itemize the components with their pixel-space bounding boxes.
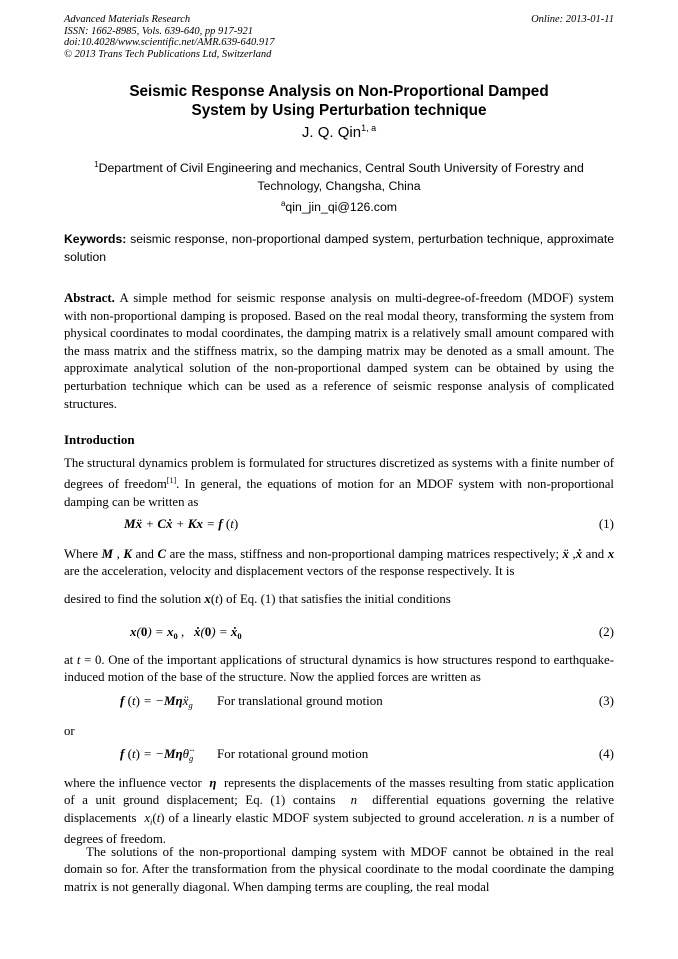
non-proportional-paragraph: The solutions of the non-proportional damping system with MDOF cannot be obtained in the real domain so for. After the transformation from the physical coordinate to the modal coordinate the damping matrix is not generally diagonal. When damping terms are coupling, the real modal xyxy=(64,845,614,894)
influence-text-e: is a number of degrees of freedom. xyxy=(64,810,615,847)
abstract-block xyxy=(64,290,614,413)
introduction-heading: Introduction xyxy=(64,432,135,447)
journal-name: Advanced Materials Research xyxy=(64,14,191,25)
influence-text-c: differential equations governing the relative displacements xyxy=(64,793,615,825)
equation-4-formula: f $(t) = -M\eta\thetä_g$ xyxy=(120,746,194,763)
equation-1 xyxy=(64,516,614,536)
equation-1-formula: Mẍ + Cẋ + Kx = f (t) xyxy=(124,516,239,531)
influence-text-a: where the influence vector xyxy=(64,776,202,790)
where-text-d: are the mass, stiffness and non-proportional damping matrices respectively; xyxy=(169,547,559,561)
equation-3-formula: f (t) = −Mηẍ$_g$ xyxy=(120,693,193,710)
at-paragraph: at t = 0. One of the important applications of structural dynamics is how structures respond to earthquake-induced motion of the base of the structure. Now the applied forces are written as xyxy=(64,653,614,685)
abstract-text: A simple method for seismic response analysis on multi-degree-of-freedom (MDOF) system with non-proportional damping is proposed. Based on the real modal theory, transforming the system from physical coordinates to modal coordinates, the damping matrix is a relatively small amount compared with the mass matrix and the stiffness matrix, so the damping matrix may be denoted as a small amount. The approximate analytical solution of the non-proportional damped system can be obtained by using the perturbation technique which can be used as a reference of seismic response analysis of complicated structures. xyxy=(64,291,615,411)
paper-title xyxy=(64,82,614,120)
equation-4-number: (4) xyxy=(598,746,614,761)
title-line-2: System by Using Perturbation technique xyxy=(191,102,487,119)
where-paragraph: Where M , K and C are the mass, stiffness and non-proportional damping matrices respectively; ẍ ,ẋ and x are the acceleration, velocity and displacement vectors of the response respectively. It is xyxy=(64,547,615,579)
keywords-label: Keywords: xyxy=(64,232,127,246)
where-text-a: Where xyxy=(64,547,99,561)
where-text-f: and xyxy=(585,547,605,561)
desired-text-b: of Eq. (1) that satisfies the initial conditions xyxy=(226,592,451,606)
desired-text-a: desired to find the solution xyxy=(64,592,202,606)
equation-3 xyxy=(64,693,614,713)
author-name: J. Q. Qin xyxy=(301,124,362,141)
equation-3-number: (3) xyxy=(598,693,614,708)
keywords-text: seismic response, non-proportional damped system, perturbation technique, approximate solution xyxy=(64,232,614,264)
intro-p1-text-b: . In general, the equations of motion for an MDOF system with non-proportional damping can be written as xyxy=(64,477,614,509)
keywords-block xyxy=(64,230,614,266)
abstract-label: Abstract. xyxy=(64,291,115,305)
where-text-g: are the acceleration, velocity and displacement vectors of the response respectively. It is xyxy=(64,564,515,579)
author-affil-mark: 1, a xyxy=(361,123,377,133)
author-line xyxy=(64,123,614,141)
citation-ref: [1] xyxy=(166,476,177,486)
equation-3-description: For translational ground motion xyxy=(217,693,383,708)
equation-4-description: For rotational ground motion xyxy=(217,746,369,761)
affiliation-mark: 1 xyxy=(94,160,99,169)
journal-header xyxy=(64,14,275,60)
desired-paragraph: desired to find the solution x(t) of Eq. (1) that satisfies the initial conditions xyxy=(64,592,451,606)
equation-2-formula: $x(0) = x_0$ , ẋ(0) = ẋ$_0$ xyxy=(130,624,242,641)
at-text-b: . One of the important applications of structural dynamics is how structures respond to earthquake-induced motion of the base of the structure. Now the applied forces are written as xyxy=(64,653,614,685)
influence-paragraph: where the influence vector η represents the displacements of the masses resulting from static application of a unit ground displacement; Eq. (1) contains n differential equations governing the relative displacements $x_i(t)$ of a linearly elastic MDOF system subjected to ground acceleration. n is a number of degrees of freedom. xyxy=(64,776,615,847)
copyright-line: © 2013 Trans Tech Publications Ltd, Switzerland xyxy=(64,48,272,60)
at-text-a: at xyxy=(64,653,74,667)
or-text: or xyxy=(64,724,75,738)
issn-line: ISSN: 1662-8985, Vols. 639-640, pp 917-921 xyxy=(64,25,253,37)
affiliation xyxy=(64,156,614,216)
online-date: Online: 2013-01-11 xyxy=(531,14,614,25)
intro-p1-text-a: The structural dynamics problem is formulated for structures discretized as systems with a finite number of degrees of freedom xyxy=(64,456,614,492)
affiliation-line-1 xyxy=(64,156,614,177)
affiliation-line-2: Technology, Changsha, China xyxy=(257,179,421,193)
equation-2 xyxy=(64,624,614,644)
where-text-c: and xyxy=(135,547,154,561)
title-line-1: Seismic Response Analysis on Non-Proportional Damped xyxy=(129,83,549,100)
doi-line: doi:10.4028/www.scientific.net/AMR.639-640.917 xyxy=(64,37,275,48)
email-address: qin_jin_qi@126.com xyxy=(285,200,398,214)
equation-1-number: (1) xyxy=(598,516,614,531)
affiliation-text-1: Department of Civil Engineering and mechanics, Central South University of Forestry and xyxy=(98,161,584,175)
where-text-b: , xyxy=(116,547,120,561)
equation-4 xyxy=(64,746,614,766)
email-line xyxy=(64,195,614,216)
email-mark: a xyxy=(280,199,286,208)
influence-text-b: represents the displacements of the masses resulting from static application of a unit ground displacement; Eq. (1) contains xyxy=(64,776,615,808)
influence-text-d: of a linearly elastic MDOF system subjected to ground acceleration. xyxy=(168,810,524,825)
where-text-e: , xyxy=(572,547,576,561)
intro-paragraph-1 xyxy=(64,455,614,511)
equation-2-number: (2) xyxy=(598,624,614,639)
